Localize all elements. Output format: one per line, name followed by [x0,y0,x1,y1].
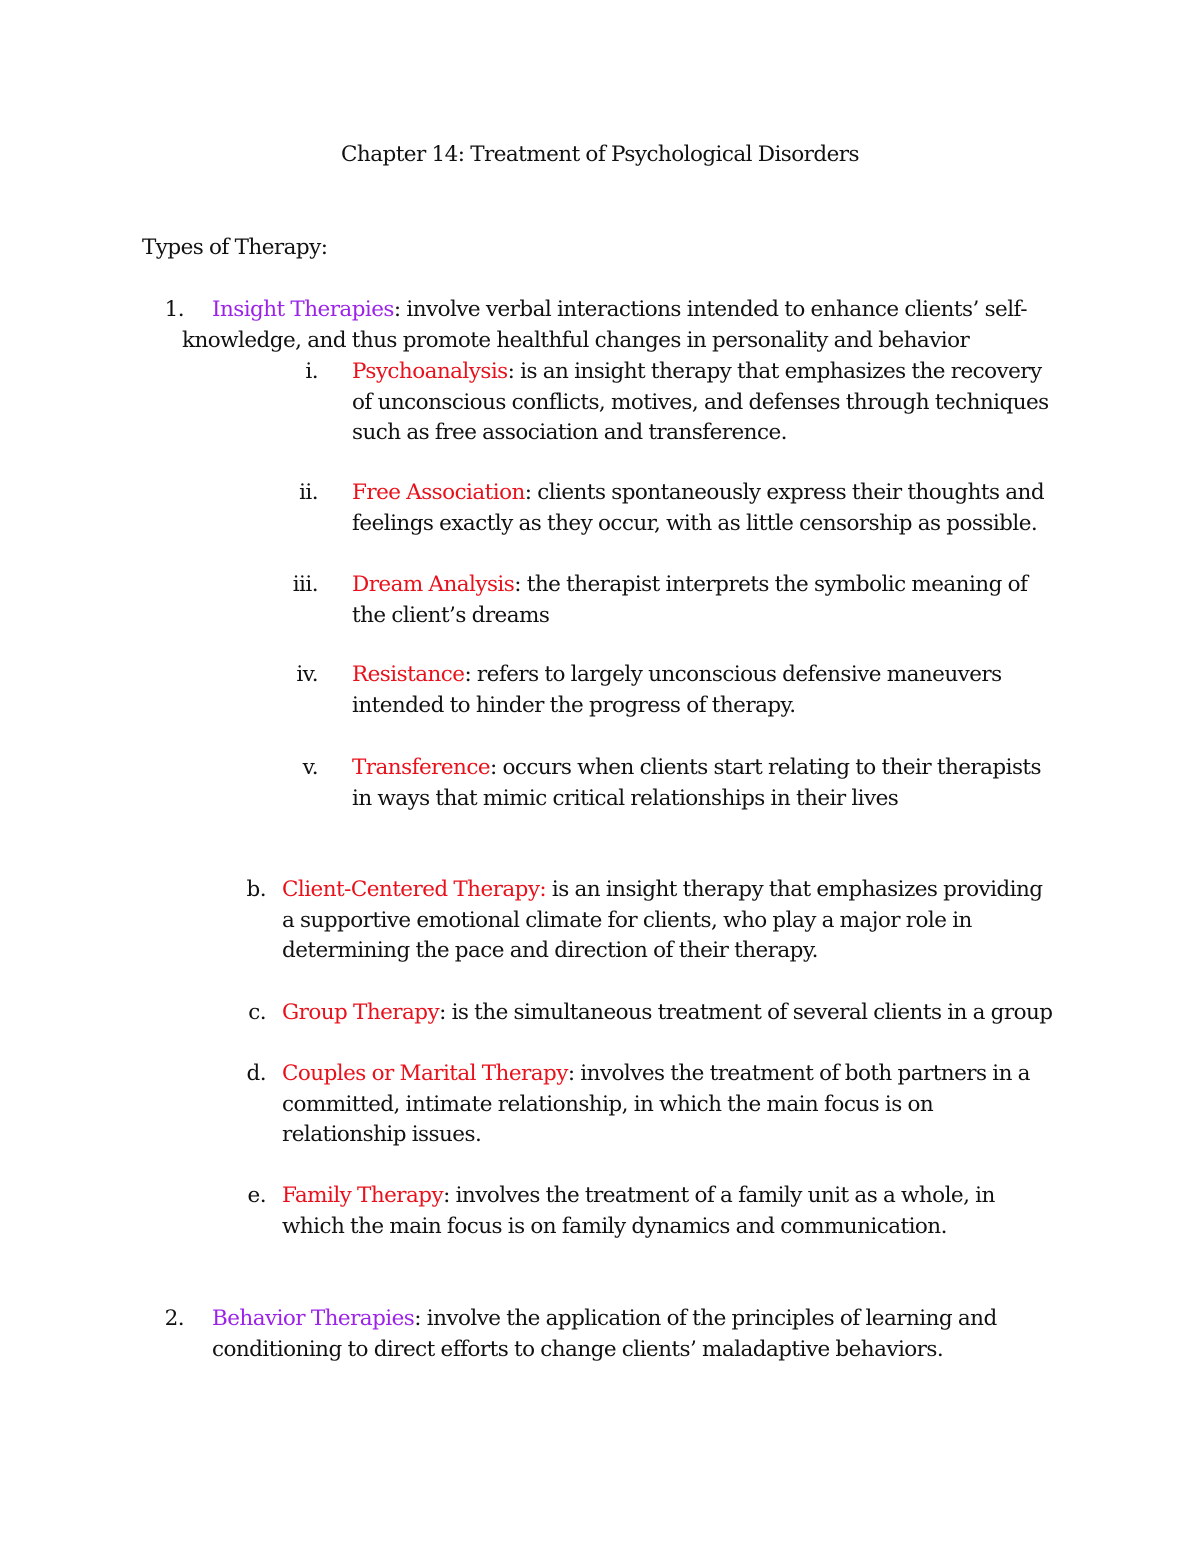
list-marker: e. [247,1183,266,1208]
term-dream-analysis: Dream Analysis [352,572,515,597]
list-marker: d. [246,1061,266,1086]
list-item-free-association [299,478,1062,539]
definition-continuation: conditioning to direct efforts to change clients’ maladaptive behaviors. [212,1336,944,1362]
definition-line: : is the simultaneous treatment of several clients in a group [439,1000,1053,1025]
definition-line: : involves the treatment of both partners in a [567,1061,1030,1086]
definition-continuation: knowledge, and thus promote healthful changes in personality and behavior [182,327,970,353]
list-marker: i. [305,359,318,384]
list-marker: 2. [164,1306,184,1331]
list-marker: c. [248,1000,266,1025]
definition-line: : the therapist interprets the symbolic meaning of [514,572,1028,597]
list-item-family-therapy [247,1181,1062,1242]
definition-continuation: of unconscious conflicts, motives, and defenses through techniques such as free association and transference. [352,389,1049,445]
term-couples-therapy: Couples or Marital Therapy [282,1061,568,1086]
list-item-client-centered-therapy [246,875,1062,967]
term-behavior-therapies: Behavior Therapies [212,1306,415,1331]
list-item-couples-therapy [246,1059,1062,1151]
term-family-therapy: Family Therapy [282,1183,444,1208]
definition-continuation: in ways that mimic critical relationships in their lives [352,785,899,811]
list-marker: iv. [296,662,318,687]
term-insight-therapies: Insight Therapies [212,297,394,322]
term-group-therapy: Group Therapy [282,1000,440,1025]
definition-line: : involve verbal interactions intended to enhance clients’ self- [393,297,1027,322]
definition-line: : refers to largely unconscious defensive maneuvers [464,662,1002,687]
term-client-centered-therapy: Client-Centered Therapy: [282,877,547,902]
list-marker: b. [246,877,266,902]
definition-continuation: intended to hinder the progress of therapy. [352,692,796,718]
list-item-behavior-therapies [164,1304,1052,1365]
definition-line: : involve the application of the principles of learning and [414,1306,997,1331]
definition-line: : clients spontaneously express their thoughts and [524,480,1045,505]
list-item-transference [302,753,1062,814]
definition-continuation: feelings exactly as they occur, with as little censorship as possible. [352,510,1038,536]
list-marker: v. [302,755,318,780]
definition-line: is an insight therapy that emphasizes providing [546,877,1043,902]
definition-line: : involves the treatment of a family unit as a whole, in [443,1183,995,1208]
list-item-dream-analysis [292,570,1062,631]
term-resistance: Resistance [352,662,465,687]
definition-continuation: committed, intimate relationship, in which the main focus is on relationship issues. [282,1091,934,1147]
list-item-insight-therapies [164,295,1052,356]
list-marker: 1. [164,297,184,322]
term-psychoanalysis: Psychoanalysis [352,359,508,384]
term-free-association: Free Association [352,480,525,505]
list-item-psychoanalysis [305,357,1062,449]
definition-continuation: the client’s dreams [352,602,550,628]
document-title: Chapter 14: Treatment of Psychological Disorders [341,142,859,167]
term-transference: Transference [352,755,491,780]
list-marker: ii. [299,480,318,505]
definition-line: : occurs when clients start relating to their therapists [490,755,1042,780]
definition-continuation: a supportive emotional climate for clients, who play a major role in determining the pace and direction of their therapy. [282,907,972,963]
list-marker: iii. [292,572,318,597]
section-heading: Types of Therapy: [142,235,328,260]
definition-line: : is an insight therapy that emphasizes the recovery [507,359,1042,384]
list-item-group-therapy [248,998,1072,1029]
definition-continuation: which the main focus is on family dynamics and communication. [282,1213,947,1239]
list-item-resistance [296,660,1062,721]
